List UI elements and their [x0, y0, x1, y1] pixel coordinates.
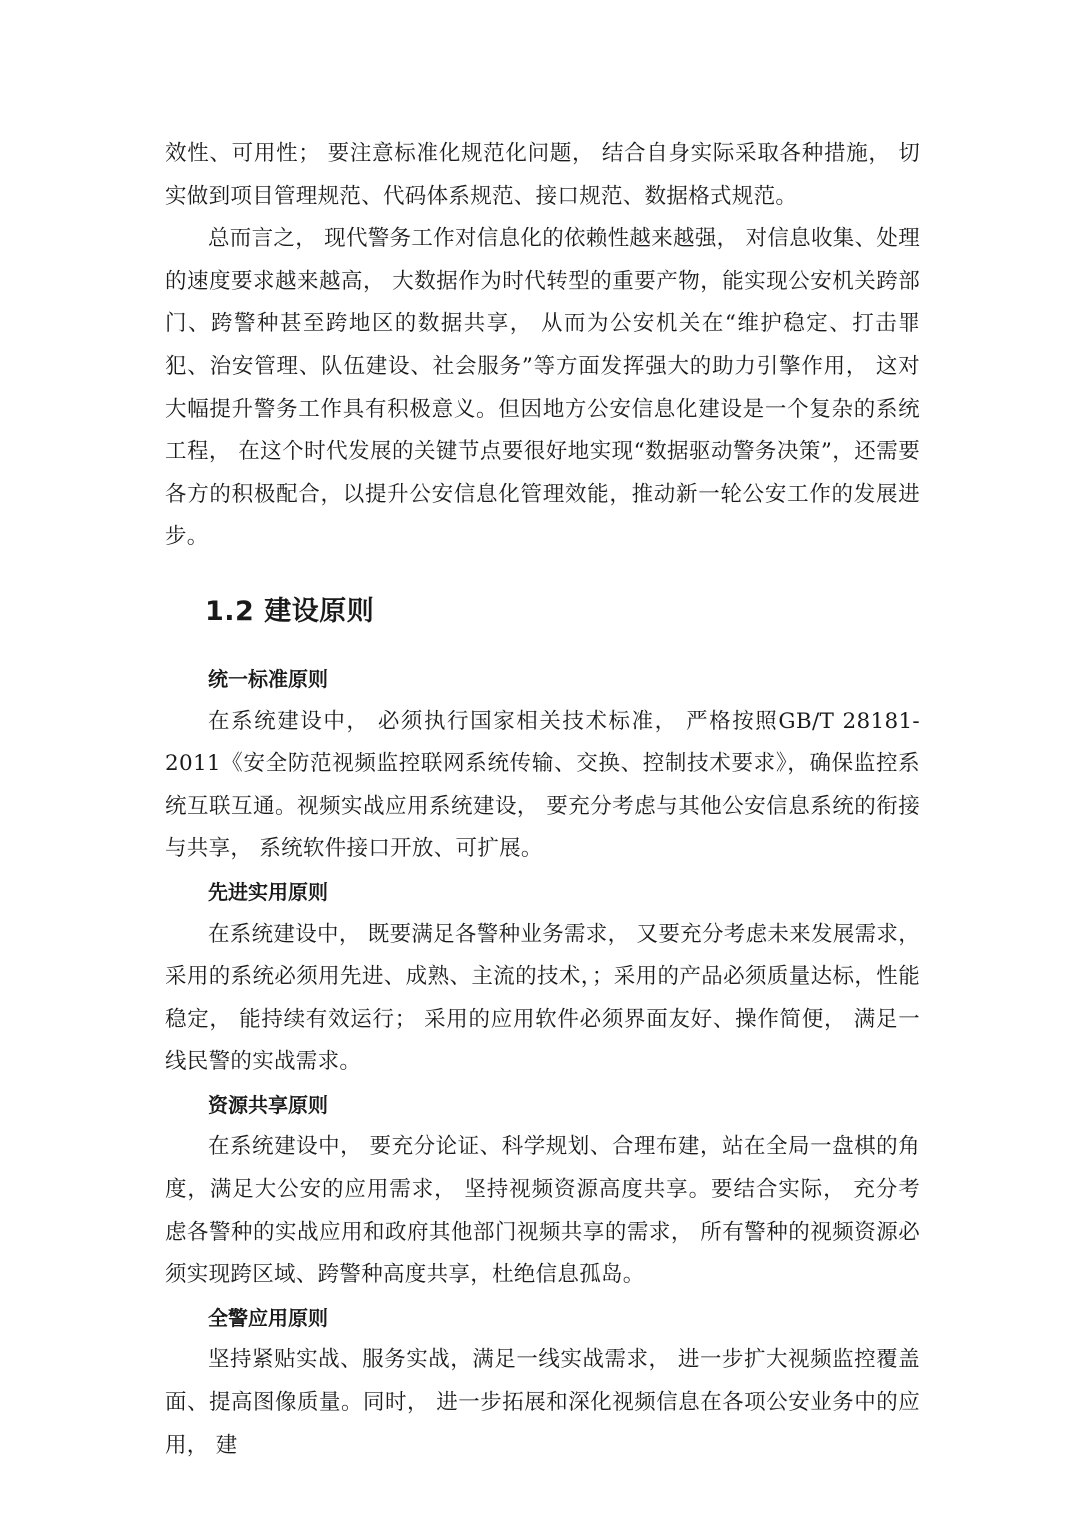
principle-body-advanced-practical: 在系统建设中， 既要满足各警种业务需求， 又要充分考虑未来发展需求， 采用的系统必须用先进、成熟、主流的技术，；采用的产品必须质量达标，性能稳定， 能持续有效运行； 采用的应用软件必须界面友好、操作简便， 满足一线民警的实战需求。 — [165, 921, 920, 1075]
principle-heading-advanced-practical: 先进实用原则 — [208, 879, 328, 904]
principle-heading-unified-standard: 统一标准原则 — [208, 666, 328, 691]
section-title: 1.2 建设原则 — [205, 595, 375, 627]
intro-paragraph-continued: 效性、可用性； 要注意标准化规范化问题， 结合自身实际采取各种措施， 切实做到项目管理规范、代码体系规范、接口规范、数据格式规范。 — [165, 141, 920, 209]
principle-body-resource-sharing: 在系统建设中， 要充分论证、科学规划、合理布建，站在全局一盘棋的角度，满足大公安的应用需求， 坚持视频资源高度共享。要结合实际， 充分考虑各警种的实战应用和政府其他部门视频共享的需求， 所有警种的视频资源必须实现跨区域、跨警种高度共享，杜绝信息孤岛。 — [165, 1134, 920, 1288]
principle-heading-all-police: 全警应用原则 — [208, 1305, 328, 1330]
document-page — [165, 133, 920, 1467]
principle-body-all-police: 坚持紧贴实战、服务实战，满足一线实战需求， 进一步扩大视频监控覆盖面、提高图像质量。同时， 进一步拓展和深化视频信息在各项公安业务中的应用， 建 — [165, 1347, 920, 1458]
intro-paragraph-summary: 总而言之， 现代警务工作对信息化的依赖性越来越强， 对信息收集、处理的速度要求越来越高， 大数据作为时代转型的重要产物，能实现公安机关跨部门、跨警种甚至跨地区的数据共享， 从而为公安机关在“维护稳定、打击罪犯、治安管理、队伍建设、社会服务”等方面发挥强大的助力引擎作用， 这对大幅提升警务工作具有积极意义。但因地方公安信息化建设是一个复杂的系统工程， 在这个时代发展的关键节点要很好地实现“数据驱动警务决策”，还需要各方的积极配合，以提升公安信息化管理效能，推动新一轮公安工作的发展进步。 — [165, 226, 920, 550]
principle-body-unified-standard: 在系统建设中， 必须执行国家相关技术标准， 严格按照GB/T 28181-2011《安全防范视频监控联网系统传输、交换、控制技术要求》，确保监控系统互联互通。视频实战应用系统建设， 要充分考虑与其他公安信息系统的衔接与共享， 系统软件接口开放、可扩展。 — [165, 708, 920, 862]
principle-heading-resource-sharing: 资源共享原则 — [208, 1092, 328, 1117]
